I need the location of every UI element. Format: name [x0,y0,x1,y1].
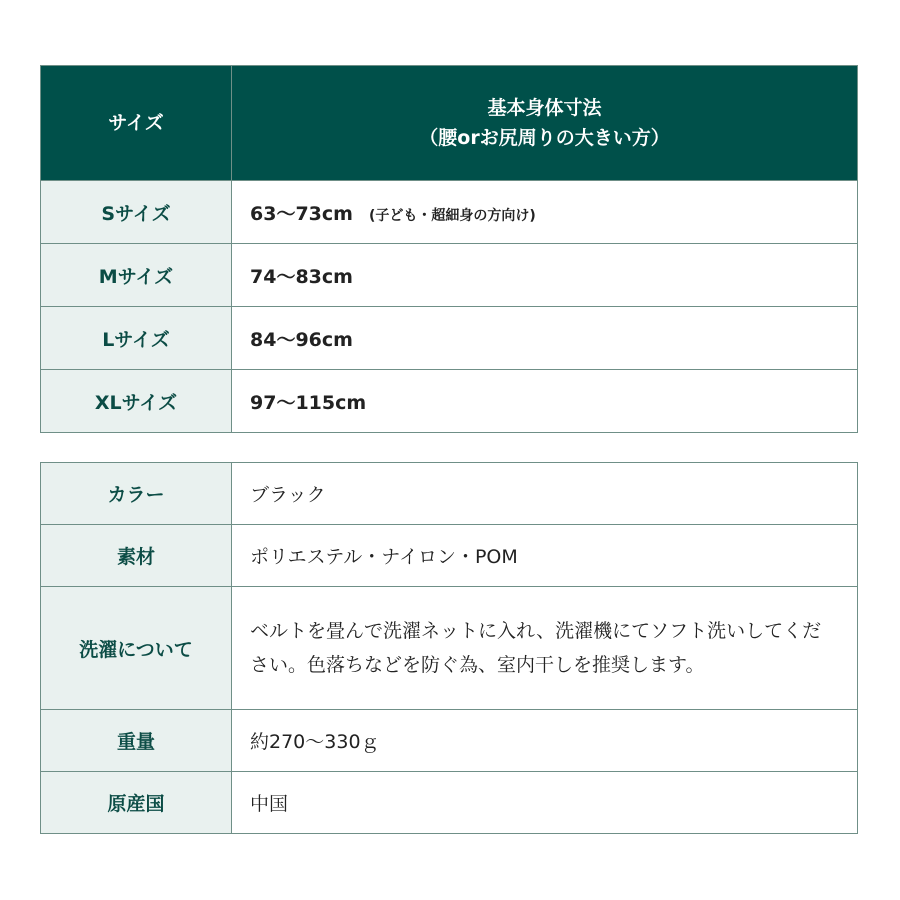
header-body-measurement-title: 基本身体寸法 [487,97,602,119]
spec-value-material: ポリエステル・ナイロン・POM [232,525,858,587]
size-label: Sサイズ [41,181,232,244]
size-table [40,65,858,433]
size-label: Lサイズ [41,307,232,370]
size-value [232,181,858,244]
table-row [41,525,858,587]
header-body-measurement [232,66,858,181]
spec-value-color: ブラック [232,463,858,525]
spec-label-color: カラー [41,463,232,525]
table-row [41,587,858,710]
table-row [41,307,858,370]
size-value: 84〜96cm [232,307,858,370]
table-row [41,244,858,307]
spec-label-material: 素材 [41,525,232,587]
spec-table [40,462,858,834]
size-label: XLサイズ [41,370,232,433]
table-row [41,463,858,525]
table-row [41,710,858,772]
header-body-measurement-subtitle: （腰orお尻周りの大きい方） [419,127,670,149]
size-label: Mサイズ [41,244,232,307]
table-row [41,181,858,244]
size-note: (子ども・超細身の方向け) [368,207,536,224]
spec-value-washing: ベルトを畳んで洗濯ネットに入れ、洗濯機にてソフト洗いしてください。色落ちなどを防ぐ為、室内干しを推奨します。 [232,587,858,710]
spec-value-origin: 中国 [232,772,858,834]
spec-label-origin: 原産国 [41,772,232,834]
table-row [41,370,858,433]
header-size: サイズ [41,66,232,181]
size-table-header [41,66,858,181]
spec-label-weight: 重量 [41,710,232,772]
size-value: 97〜115cm [232,370,858,433]
spec-label-washing: 洗濯について [41,587,232,710]
spec-value-weight: 約270〜330ｇ [232,710,858,772]
size-range: 63〜73cm [250,202,353,225]
table-row [41,772,858,834]
size-value: 74〜83cm [232,244,858,307]
